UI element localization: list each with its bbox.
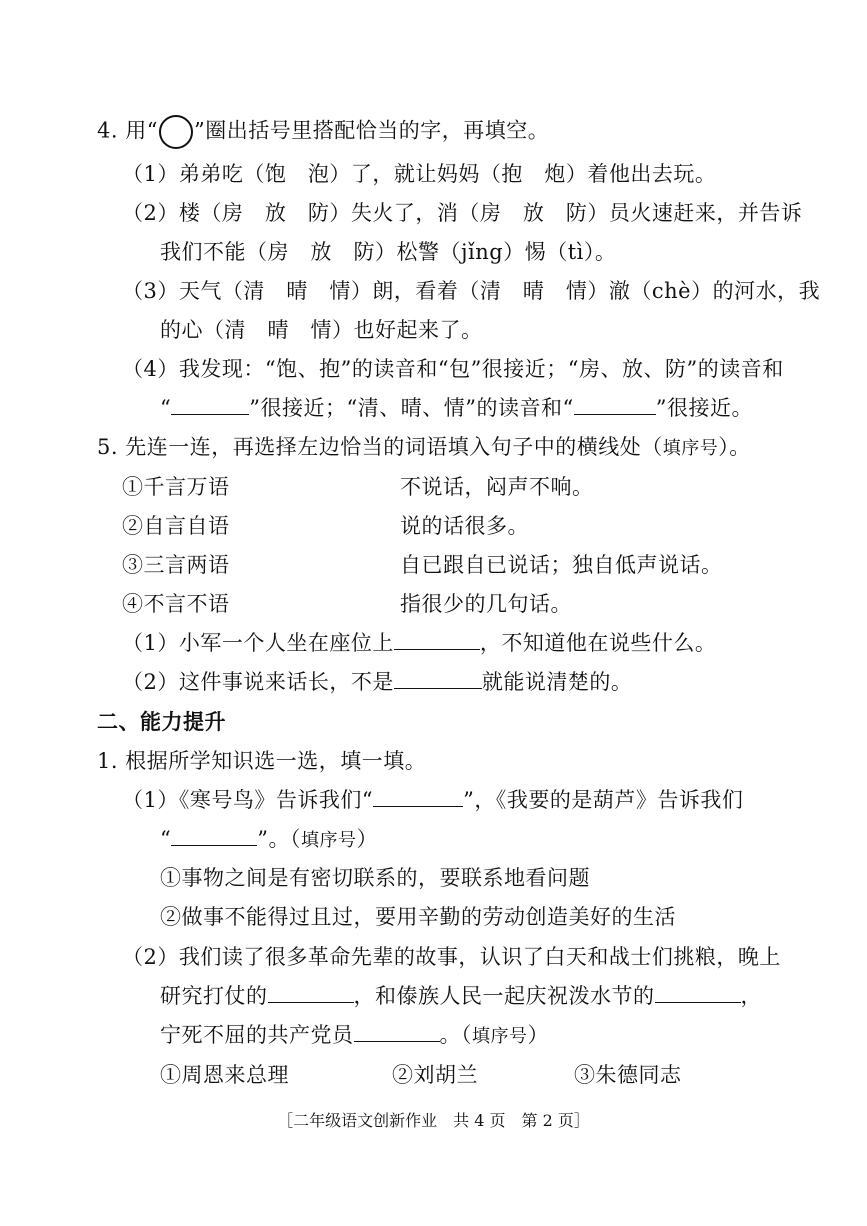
q4-item-3-cont: 的心（清 晴 情）也好起来了。 xyxy=(160,318,483,342)
q4-item-4: （4）我发现：“饱、抱”的读音和“包”很接近；“房、放、防”的读音和 xyxy=(122,357,784,381)
q5-right-3[interactable]: 自已跟自已说话；独自低声说话。 xyxy=(400,553,723,577)
fill-blank[interactable] xyxy=(268,982,354,1003)
circle-icon xyxy=(159,115,193,149)
s2-q1-title: 1. 根据所学知识选一选，填一填。 xyxy=(97,749,427,773)
fill-blank[interactable] xyxy=(171,394,249,415)
s2-choice-1: ①周恩来总理 xyxy=(160,1063,289,1087)
q5-right-2[interactable]: 说的话很多。 xyxy=(400,514,529,538)
q4-item-2: （2）楼（房 放 防）失火了，消（房 放 防）员火速赶来，并告诉 xyxy=(122,201,803,225)
s2-option-1: ①事物之间是有密切联系的，要联系地看问题 xyxy=(160,866,590,890)
fill-blank[interactable] xyxy=(394,668,482,689)
s2-option-2: ②做事不能得过且过，要用辛勤的劳动创造美好的生活 xyxy=(160,905,676,929)
section-title: 二、能力提升 xyxy=(97,710,226,734)
q5-title: 5. 先连一连，再选择左边恰当的词语填入句子中的横线处（填序号）。 xyxy=(97,435,751,459)
q5-left-4[interactable]: ④不言不语 xyxy=(122,592,230,616)
s2-q1-part2-cont: 研究打仗的 ，和傣族人民一起庆祝泼水节的 ， xyxy=(160,984,762,1008)
q4-item-3: （3）天气（清 晴 情）朗，看着（清 晴 情）澈（chè）的河水，我 xyxy=(122,279,821,303)
q5-left-2[interactable]: ②自言自语 xyxy=(122,514,230,538)
q5-left-1[interactable]: ①千言万语 xyxy=(122,475,230,499)
s2-q1-part1: （1）《寒号鸟》告诉我们“ ”，《我要的是葫芦》告诉我们 xyxy=(122,788,744,812)
q5-right-1[interactable]: 不说话，闷声不响。 xyxy=(400,475,594,499)
fill-blank[interactable] xyxy=(373,786,463,807)
q4-title: 4. 用“ ”圈出括号里搭配恰当的字，再填空。 xyxy=(97,115,549,149)
fill-blank[interactable] xyxy=(394,629,480,650)
q5-right-4[interactable]: 指很少的几句话。 xyxy=(400,592,572,616)
q4-item-1: （1）弟弟吃（饱 泡）了，就让妈妈（抱 炮）着他出去玩。 xyxy=(122,162,717,186)
s2-choice-3: ③朱德同志 xyxy=(574,1063,682,1087)
fill-blank[interactable] xyxy=(171,825,257,846)
q5-sentence-1: （1）小军一个人坐在座位上 ，不知道他在说些什么。 xyxy=(122,631,717,655)
q5-left-3[interactable]: ③三言两语 xyxy=(122,553,230,577)
q4-item-2-cont: 我们不能（房 放 防）松警（jǐng）惕（tì）。 xyxy=(160,240,617,264)
fill-blank[interactable] xyxy=(354,1021,440,1042)
fill-blank[interactable] xyxy=(574,394,656,415)
fill-blank[interactable] xyxy=(655,982,741,1003)
q5-sentence-2: （2）这件事说来话长，不是 就能说清楚的。 xyxy=(122,670,633,694)
s2-q1-part2-cont2: 宁死不屈的共产党员 。（填序号） xyxy=(160,1023,549,1047)
s2-choice-2: ②刘胡兰 xyxy=(392,1063,478,1087)
s2-q1-part2: （2）我们读了很多革命先辈的故事，认识了白天和战士们挑粮，晚上 xyxy=(122,945,781,969)
s2-q1-part1-cont: “ ”。（填序号） xyxy=(160,827,378,851)
q4-item-4-cont: “ ”很接近；“清、晴、情”的读音和“ ”很接近。 xyxy=(160,396,753,420)
page-footer: ［二年级语文创新作业 共 4 页 第 2 页］ xyxy=(277,1111,590,1130)
